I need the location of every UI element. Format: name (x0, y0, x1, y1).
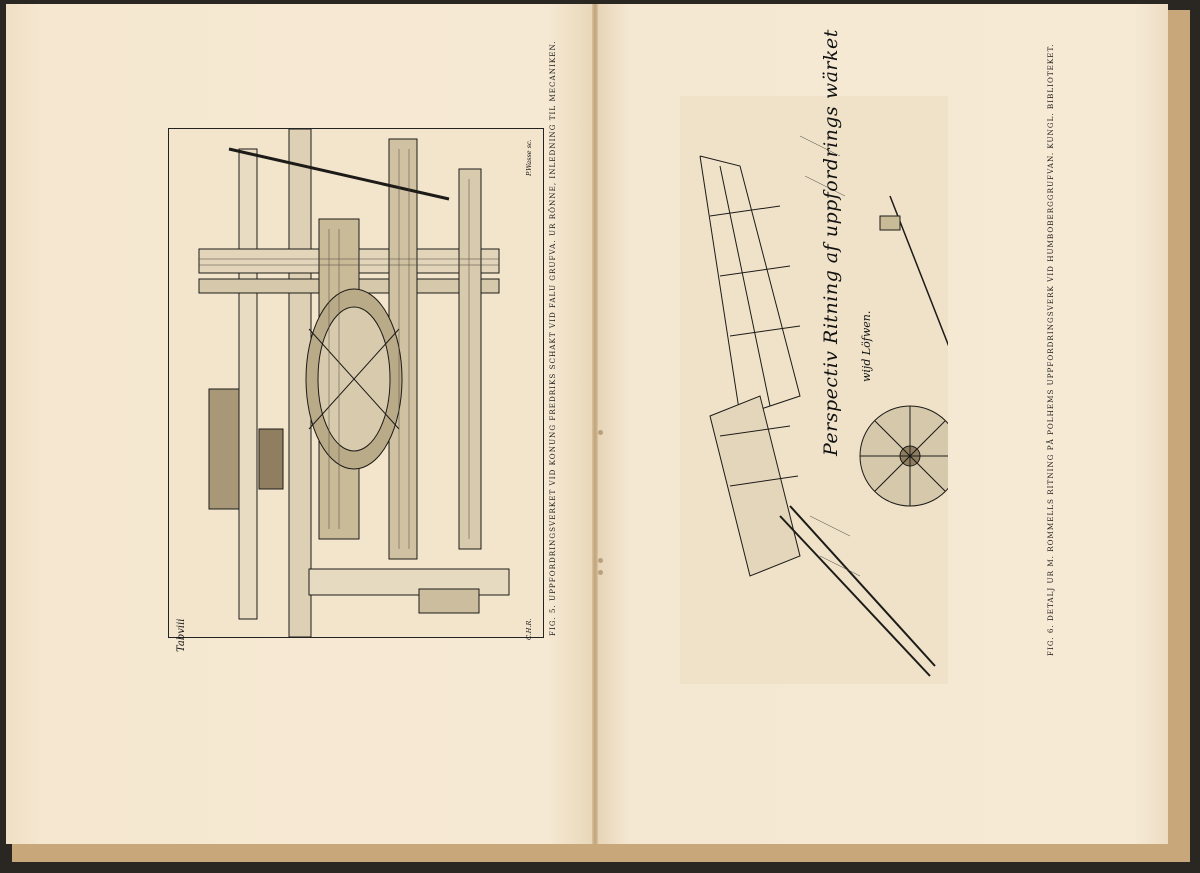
draftsman-signature: C.H.R. (525, 618, 533, 640)
engraver-signature: P.Wasse sc. (525, 139, 533, 176)
drawing-script-title: Perspectiv Ritning af uppfordrings wärket (820, 29, 842, 456)
book-gutter (592, 4, 598, 844)
hoisting-works-drawing (680, 96, 948, 684)
drawing-plate-fig6 (680, 96, 948, 684)
drawing-script-subtitle: wijd Löfwen. (860, 310, 873, 382)
plate-label: Tabviii (176, 618, 187, 652)
binding-stitch (598, 430, 603, 435)
machine-engraving (169, 129, 543, 637)
binding-stitch (598, 570, 603, 575)
figure-caption-fig6: FIG. 6. DETALJ UR M. ROMMELLS RITNING PÅ POLHEMS UPPFORDRINGSVERK VID HUMBOBERGGRUFVAN. KUNGL. BIBLIOTEKET. (1046, 43, 1055, 656)
figure-caption-fig5: FIG. 5. UPPFORDRINGSVERKET VID KONUNG FREDRIKS SCHAKT VID FALU GRUFVA. UR RÖNNE, INLEDNING TIL MECANIKEN. (548, 40, 557, 636)
engraving-plate-fig5 (168, 128, 544, 638)
binding-stitch (598, 558, 603, 563)
